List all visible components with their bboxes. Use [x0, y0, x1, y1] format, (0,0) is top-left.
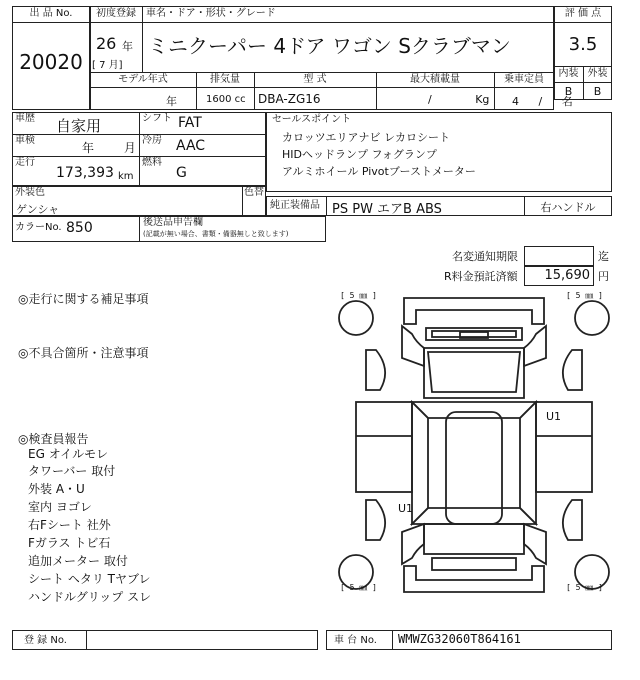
report-line: EG オイルモレ — [28, 447, 109, 461]
displacement-label: 排気量 — [210, 74, 240, 85]
interior-grade: B — [564, 85, 573, 98]
lot-number: 20020 — [19, 50, 83, 74]
exterior-label: 外装 — [587, 68, 608, 79]
report-line: ハンドルグリップ スレ — [28, 590, 152, 604]
history: 自家用 — [56, 117, 102, 135]
report-line: 室内 ヨゴレ — [28, 500, 92, 514]
equipment-label: 純正装備品 — [270, 200, 320, 211]
lot-number-label: 出 品 No. — [29, 8, 73, 19]
recycle-fee-label: R料金預託済額 — [444, 270, 518, 283]
first-reg-year: 26 — [96, 34, 117, 53]
report-line: 右Fシート 社外 — [28, 518, 111, 532]
model-year-label: モデル年式 — [118, 74, 168, 85]
carname-label: 車名・ドア・形状・グレード — [146, 8, 276, 19]
model-code-label: 型 式 — [303, 74, 327, 85]
fuel: G — [176, 165, 187, 181]
recycle-fee-unit: 円 — [598, 270, 609, 283]
sales-point-line: アルミホイール Pivotブーストメーター — [282, 165, 476, 178]
history-label: 車歴 — [15, 113, 35, 124]
sales-point-line: カロッツエリアナビ レカロシート — [282, 131, 451, 144]
first-reg-year-unit: 年 — [122, 40, 133, 53]
exterior-color: ゲンシャ — [16, 203, 60, 216]
name-change-label: 名変通知期限 — [452, 250, 518, 263]
registration-no-label: 登 録 No. — [24, 635, 67, 646]
report-line: 外装 A・U — [28, 482, 85, 496]
sales-points-label: セールスポイント — [272, 114, 352, 125]
damage-mark: U1 — [546, 410, 562, 423]
equipment: PS PW エアB ABS — [332, 202, 442, 217]
shift-label: シフト — [142, 113, 172, 124]
mileage: 173,393 — [56, 165, 114, 181]
max-load-label: 最大積載量 — [410, 74, 460, 85]
report-line: 追加メーター 取付 — [28, 554, 128, 568]
interior-label: 内装 — [558, 68, 579, 79]
sales-point-line: HIDヘッドランプ フォグランプ — [282, 148, 437, 161]
damage-mark: U1 — [398, 502, 414, 515]
name-change-unit: 迄 — [598, 250, 609, 263]
driving-remarks-heading: ◎走行に関する補足事項 — [18, 292, 149, 306]
mileage-unit: km — [118, 171, 134, 182]
score-value: 3.5 — [568, 34, 598, 55]
tire-depth-label: [ 5 ㎜ ] — [566, 291, 603, 300]
color-no-label: カラーNo. — [15, 222, 62, 233]
first-reg-label: 初度登録 — [96, 8, 136, 19]
chassis-no: WMWZG32060T864161 — [398, 632, 521, 646]
tire-depth-label: [ 5 ㎜ ] — [340, 583, 377, 592]
inspection: 年 月 — [82, 141, 136, 155]
inspection-label: 車検 — [15, 135, 35, 146]
capacity: 4 / 名 — [512, 95, 573, 108]
inspector-report-heading: ◎検査員報告 — [18, 432, 89, 446]
mileage-label: 走行 — [15, 157, 35, 168]
capacity-label: 乗車定員 — [504, 74, 544, 85]
color-no: 850 — [66, 220, 93, 236]
report-line: Fガラス トビ石 — [28, 536, 111, 550]
chassis-no-label: 車 台 No. — [334, 635, 377, 646]
tire-depth-label: [ 5 ㎜ ] — [566, 583, 603, 592]
aftermarket-note: (記載が無い場合、書類・備器無しと致します) — [143, 230, 289, 238]
fuel-label: 燃料 — [142, 157, 162, 168]
defects-heading: ◎不具合箇所・注意事項 — [18, 346, 149, 360]
first-reg-month: [ 7 月] — [92, 60, 123, 71]
car-name: ミニクーパー 4ドア ワゴン Sクラブマン — [148, 34, 511, 58]
name-change-deadline-field — [524, 246, 594, 266]
tire-depth-label: [ 5 ㎜ ] — [340, 291, 377, 300]
recycle-fee: 15,690 — [544, 268, 590, 283]
shift: FAT — [178, 115, 202, 131]
car-damage-diagram — [336, 288, 612, 602]
aftermarket-label: 後送品申告欄 — [143, 217, 203, 228]
model-year-unit: 年 — [166, 95, 177, 108]
model-code: DBA-ZG16 — [258, 92, 321, 106]
report-line: タワーバー 取付 — [28, 464, 116, 478]
color-change-label: 色替 — [244, 187, 264, 198]
exterior-color-label: 外装色 — [15, 187, 45, 198]
score-label: 評 価 点 — [564, 8, 602, 19]
exterior-grade: B — [593, 85, 602, 98]
displacement: 1600 cc — [206, 94, 246, 105]
max-load: / Kg — [428, 93, 490, 106]
handle-side: 右ハンドル — [540, 201, 596, 214]
ac-label: 冷房 — [142, 135, 162, 146]
report-line: シート ヘタリ Tヤブレ — [28, 572, 151, 586]
ac: AAC — [176, 138, 206, 154]
